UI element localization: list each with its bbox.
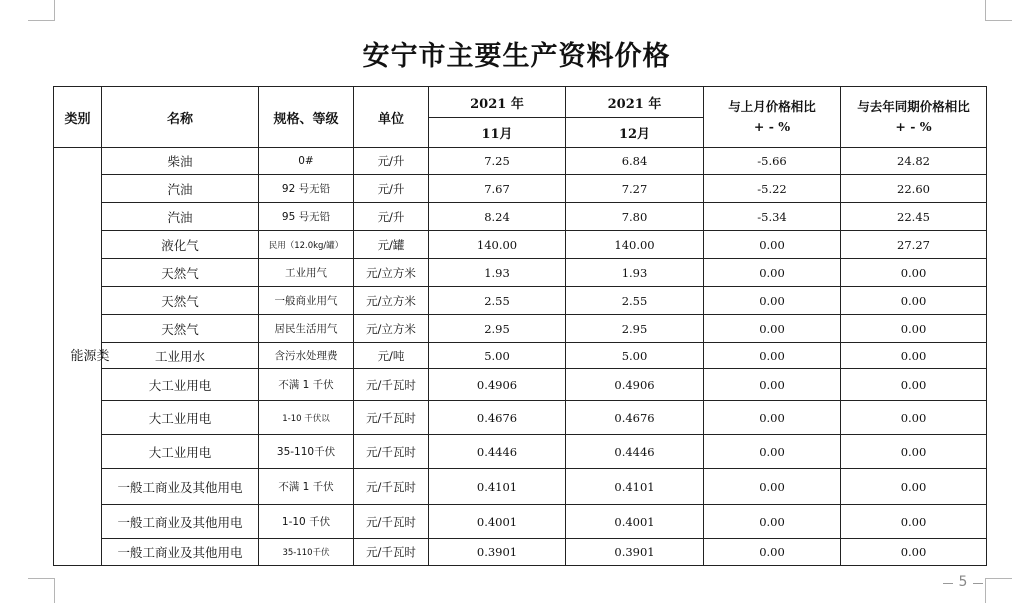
table-row [54, 259, 987, 287]
cell-name: 汽油 [102, 175, 259, 203]
header-category: 类别 [54, 87, 102, 148]
cell-yoy: 0.00 [841, 369, 987, 401]
table-row [54, 148, 987, 175]
table-row [54, 287, 987, 315]
cell-spec: 民用（12.0kg/罐） [259, 231, 354, 259]
cell-dec: 7.27 [566, 175, 704, 203]
cell-spec: 95 号无铅 [259, 203, 354, 231]
cell-name: 天然气 [102, 315, 259, 343]
cell-dec: 0.4446 [566, 435, 704, 469]
cell-nov: 7.25 [429, 148, 566, 175]
cell-mom: 0.00 [704, 287, 841, 315]
cell-spec: 35-110千伏 [259, 539, 354, 566]
cell-unit: 元/千瓦时 [354, 505, 429, 539]
cell-dec: 0.4676 [566, 401, 704, 435]
page-number: 5 [943, 574, 983, 592]
table-row [54, 539, 987, 566]
cell-spec: 92 号无铅 [259, 175, 354, 203]
table-row [54, 203, 987, 231]
table-row [54, 469, 987, 505]
cell-nov: 2.55 [429, 287, 566, 315]
category-cell [54, 148, 110, 566]
header-mom [704, 87, 841, 148]
header-col1-month: 11月 [429, 118, 566, 148]
table-row [54, 175, 987, 203]
cell-name: 一般工商业及其他用电 [102, 505, 259, 539]
cell-unit: 元/升 [354, 175, 429, 203]
cell-mom: -5.22 [704, 175, 841, 203]
header-name: 名称 [102, 87, 259, 148]
crop-mark-bottom-left [28, 578, 55, 603]
category-label: 能源类 [70, 349, 110, 364]
cell-name: 柴油 [102, 148, 259, 175]
cell-name: 一般工商业及其他用电 [102, 539, 259, 566]
cell-spec: 35-110千伏 [259, 435, 354, 469]
cell-unit: 元/千瓦时 [354, 539, 429, 566]
cell-mom: 0.00 [704, 231, 841, 259]
cell-unit: 元/立方米 [354, 315, 429, 343]
cell-nov: 5.00 [429, 343, 566, 369]
page-title: 安宁市主要生产资料价格 [362, 41, 671, 72]
cell-spec: 不满 1 千伏 [259, 469, 354, 505]
header-yoy [841, 87, 987, 148]
cell-name: 液化气 [102, 231, 259, 259]
cell-yoy: 0.00 [841, 343, 987, 369]
cell-mom: 0.00 [704, 315, 841, 343]
cell-nov: 1.93 [429, 259, 566, 287]
cell-mom: 0.00 [704, 343, 841, 369]
crop-mark-bottom-right [985, 578, 1012, 603]
cell-yoy: 0.00 [841, 315, 987, 343]
header-yoy-line1: 与去年同期价格相比 [857, 99, 970, 114]
cell-unit: 元/立方米 [354, 259, 429, 287]
cell-nov: 7.67 [429, 175, 566, 203]
cell-name: 天然气 [102, 287, 259, 315]
cell-spec: 工业用气 [259, 259, 354, 287]
price-table-body [54, 148, 987, 566]
cell-yoy: 0.00 [841, 259, 987, 287]
price-table [53, 86, 987, 566]
cell-unit: 元/罐 [354, 231, 429, 259]
header-mom-line1: 与上月价格相比 [728, 99, 816, 114]
cell-name: 天然气 [102, 259, 259, 287]
cell-yoy: 22.45 [841, 203, 987, 231]
header-col1-year: 2021 年 [429, 87, 566, 118]
cell-yoy: 0.00 [841, 505, 987, 539]
cell-yoy: 0.00 [841, 435, 987, 469]
cell-yoy: 0.00 [841, 401, 987, 435]
cell-unit: 元/千瓦时 [354, 469, 429, 505]
cell-nov: 0.4906 [429, 369, 566, 401]
cell-dec: 0.3901 [566, 539, 704, 566]
cell-name: 大工业用电 [102, 435, 259, 469]
cell-dec: 1.93 [566, 259, 704, 287]
header-col2-month: 12月 [566, 118, 704, 148]
table-row [54, 435, 987, 469]
cell-mom: 0.00 [704, 259, 841, 287]
cell-unit: 元/立方米 [354, 287, 429, 315]
cell-mom: 0.00 [704, 469, 841, 505]
cell-nov: 0.3901 [429, 539, 566, 566]
cell-spec: 0# [259, 148, 354, 175]
cell-dec: 2.55 [566, 287, 704, 315]
cell-dec: 5.00 [566, 343, 704, 369]
header-col2-year: 2021 年 [566, 87, 704, 118]
cell-nov: 8.24 [429, 203, 566, 231]
header-yoy-line2: + - % [895, 119, 932, 134]
cell-name: 大工业用电 [102, 369, 259, 401]
cell-spec: 不满 1 千伏 [259, 369, 354, 401]
table-row [54, 401, 987, 435]
table-row [54, 343, 987, 369]
cell-nov: 0.4101 [429, 469, 566, 505]
cell-mom: 0.00 [704, 369, 841, 401]
cell-yoy: 24.82 [841, 148, 987, 175]
cell-mom: 0.00 [704, 401, 841, 435]
cell-dec: 2.95 [566, 315, 704, 343]
header-spec: 规格、等级 [259, 87, 354, 148]
table-row [54, 315, 987, 343]
cell-dec: 0.4101 [566, 469, 704, 505]
cell-unit: 元/千瓦时 [354, 435, 429, 469]
crop-mark-top-right [985, 0, 1012, 21]
cell-yoy: 0.00 [841, 469, 987, 505]
table-row [54, 369, 987, 401]
cell-unit: 元/千瓦时 [354, 369, 429, 401]
cell-dec: 140.00 [566, 231, 704, 259]
cell-dec: 0.4906 [566, 369, 704, 401]
cell-unit: 元/吨 [354, 343, 429, 369]
cell-spec: 居民生活用气 [259, 315, 354, 343]
cell-nov: 2.95 [429, 315, 566, 343]
cell-name: 工业用水 [102, 343, 259, 369]
header-unit: 单位 [354, 87, 429, 148]
cell-spec: 含污水处理费 [259, 343, 354, 369]
cell-name: 汽油 [102, 203, 259, 231]
cell-yoy: 27.27 [841, 231, 987, 259]
cell-unit: 元/千瓦时 [354, 401, 429, 435]
crop-mark-top-left [28, 0, 55, 21]
cell-spec: 1-10 千伏 [259, 505, 354, 539]
table-row [54, 231, 987, 259]
cell-nov: 0.4446 [429, 435, 566, 469]
header-mom-line2: + - % [753, 119, 791, 134]
cell-mom: 0.00 [704, 435, 841, 469]
cell-yoy: 0.00 [841, 539, 987, 566]
cell-dec: 6.84 [566, 148, 704, 175]
cell-unit: 元/升 [354, 203, 429, 231]
cell-mom: 0.00 [704, 505, 841, 539]
cell-mom: -5.34 [704, 203, 841, 231]
cell-nov: 140.00 [429, 231, 566, 259]
cell-spec: 一般商业用气 [259, 287, 354, 315]
table-row [54, 505, 987, 539]
cell-nov: 0.4001 [429, 505, 566, 539]
cell-yoy: 0.00 [841, 287, 987, 315]
cell-name: 一般工商业及其他用电 [102, 469, 259, 505]
cell-dec: 0.4001 [566, 505, 704, 539]
cell-name: 大工业用电 [102, 401, 259, 435]
cell-mom: 0.00 [704, 539, 841, 566]
cell-yoy: 22.60 [841, 175, 987, 203]
cell-nov: 0.4676 [429, 401, 566, 435]
cell-mom: -5.66 [704, 148, 841, 175]
cell-spec: 1-10 千伏以 [259, 401, 354, 435]
cell-dec: 7.80 [566, 203, 704, 231]
cell-unit: 元/升 [354, 148, 429, 175]
